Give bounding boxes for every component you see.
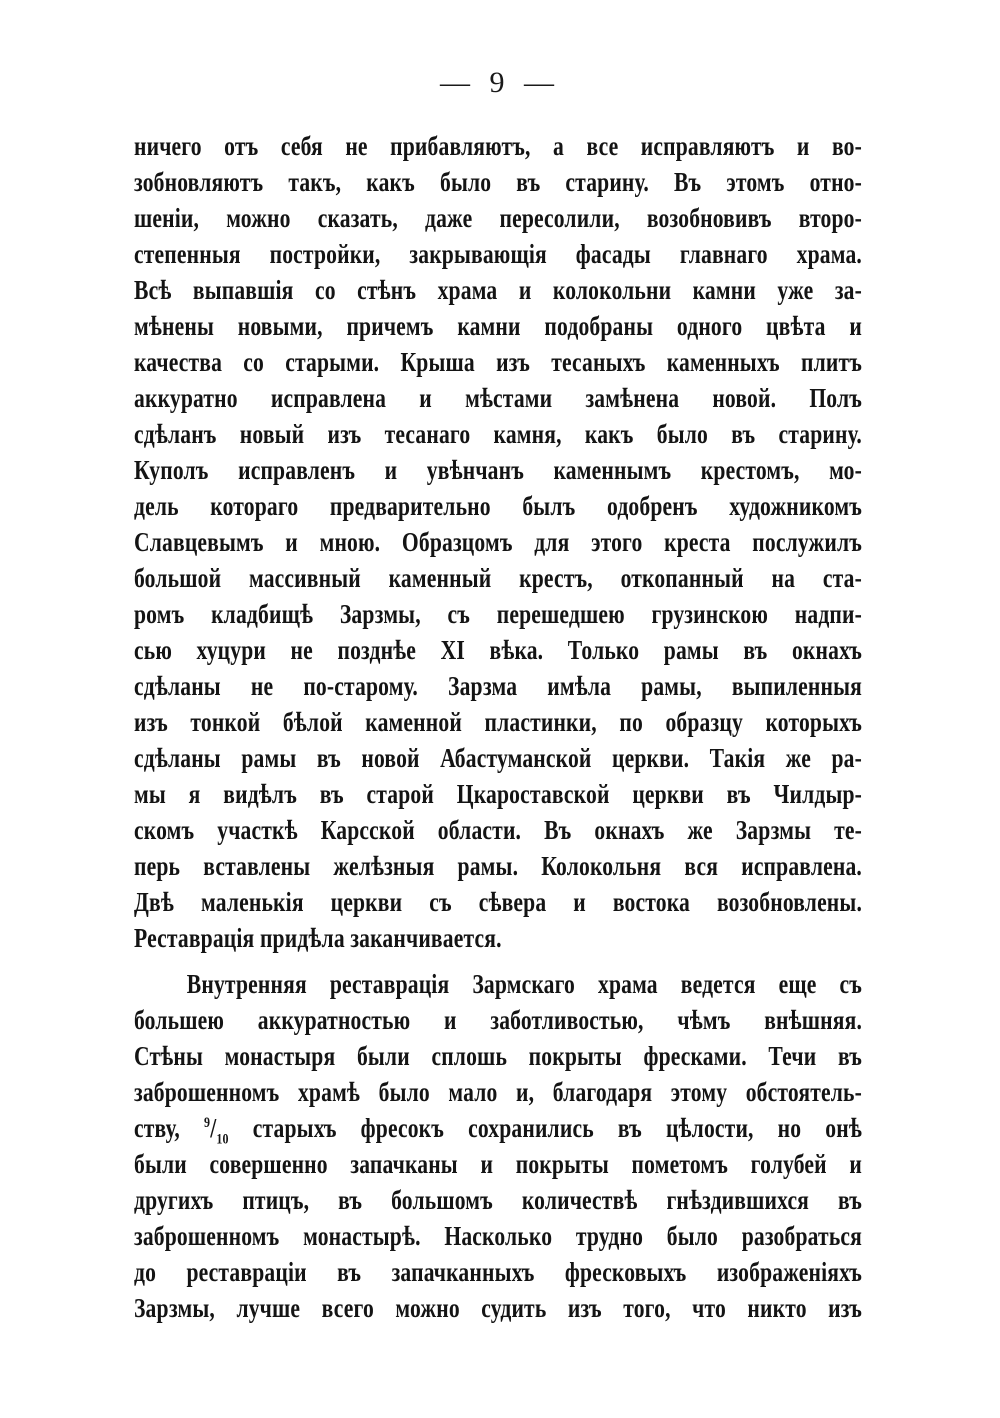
paragraph-1 <box>134 128 862 956</box>
text-line: сью хуцури не позднѣе XI вѣка. Только рамы въ окнахъ <box>134 635 862 665</box>
text-line: дель котораго предварительно былъ одобренъ художникомъ <box>134 491 862 521</box>
text-line: Всѣ выпавшія со стѣнъ храма и колокольни камни уже за- <box>134 275 862 305</box>
text-line: Куполъ исправленъ и увѣнчанъ каменнымъ крестомъ, мо- <box>134 455 862 485</box>
text-line: Зарзмы, лучше всего можно судить изъ того, что никто изъ <box>134 1293 862 1323</box>
text-line: Славцевымъ и мною. Образцомъ для этого креста послужилъ <box>134 527 862 557</box>
fraction-denominator: 10 <box>216 1131 229 1148</box>
text-line: шеніи, можно сказать, даже пересолили, возобновивъ второ- <box>134 203 862 233</box>
text-line: Двѣ маленькія церкви съ сѣвера и востока возобновлены. <box>134 887 862 917</box>
fraction-numerator: 9 <box>204 1115 211 1131</box>
text-line: аккуратно исправлена и мѣстами замѣнена новой. Полъ <box>134 383 862 413</box>
text-line: заброшенномъ монастырѣ. Насколько трудно было разобраться <box>134 1221 862 1251</box>
text-line: изъ тонкой бѣлой каменной пластинки, по образцу которыхъ <box>134 707 862 737</box>
page-number: — 9 — <box>440 66 560 99</box>
text-line: были совершенно запачканы и покрыты пометомъ голубей и <box>134 1149 862 1179</box>
text-line-with-fraction <box>134 1110 862 1146</box>
text-line: степенныя постройки, закрывающія фасады главнаго храма. <box>134 239 862 269</box>
text-line: скомъ участкѣ Карсской области. Въ окнахъ же Зарзмы те- <box>134 815 862 845</box>
text-line: Стѣны монастыря были сплошь покрыты фресками. Течи въ <box>134 1041 862 1071</box>
text-line: мѣнены новыми, причемъ камни подобраны одного цвѣта и <box>134 311 862 341</box>
text-line: сдѣланъ новый изъ тесанаго камня, какъ было въ старину. <box>134 419 862 449</box>
text-line: Реставрація придѣла заканчивается. <box>134 923 502 953</box>
text-line: сдѣланы не по-старому. Зарзма имѣла рамы, выпиленныя <box>134 671 862 701</box>
text-line: заброшенномъ храмѣ было мало и, благодаря этому обстоятель- <box>134 1077 862 1107</box>
text-line: мы я видѣлъ въ старой Цкароставской церкви въ Чилдыр- <box>134 779 862 809</box>
paragraph-2 <box>134 966 862 1326</box>
line-prefix: ству, <box>134 1113 180 1143</box>
text-line: зобновляютъ такъ, какъ было въ старину. Въ этомъ отно- <box>134 167 862 197</box>
text-line: большею аккуратностью и заботливостью, чѣмъ внѣшняя. <box>134 1005 862 1035</box>
text-line: перь вставлены желѣзныя рамы. Колокольня вся исправлена. <box>134 851 862 881</box>
paragraph-gap <box>134 956 862 966</box>
text-line: большой массивный каменный крестъ, откопанный на ста- <box>134 563 862 593</box>
text-line: ромъ кладбищѣ Зарзмы, съ перешедшею грузинскою надпи- <box>134 599 862 629</box>
text-line: ничего отъ себя не прибавляютъ, а все исправляютъ и во- <box>134 131 862 161</box>
line-suffix: старыхъ фресокъ сохранились въ цѣлости, но онѣ <box>252 1113 862 1143</box>
text-line: качества со старыми. Крыша изъ тесаныхъ каменныхъ плитъ <box>134 347 862 377</box>
text-line: Внутренняя реставрація Зармскаго храма ведется еще съ <box>186 969 863 999</box>
text-line: сдѣланы рамы въ новой Абастуманской церкви. Такія же ра- <box>134 743 862 773</box>
text-line: другихъ птицъ, въ большомъ количествѣ гнѣздившихся въ <box>134 1185 862 1215</box>
text-line: до реставраціи въ запачканныхъ фресковыхъ изображеніяхъ <box>134 1257 862 1287</box>
body-text <box>134 128 862 1326</box>
fraction: $^9/_{10}$ <box>204 1113 229 1148</box>
